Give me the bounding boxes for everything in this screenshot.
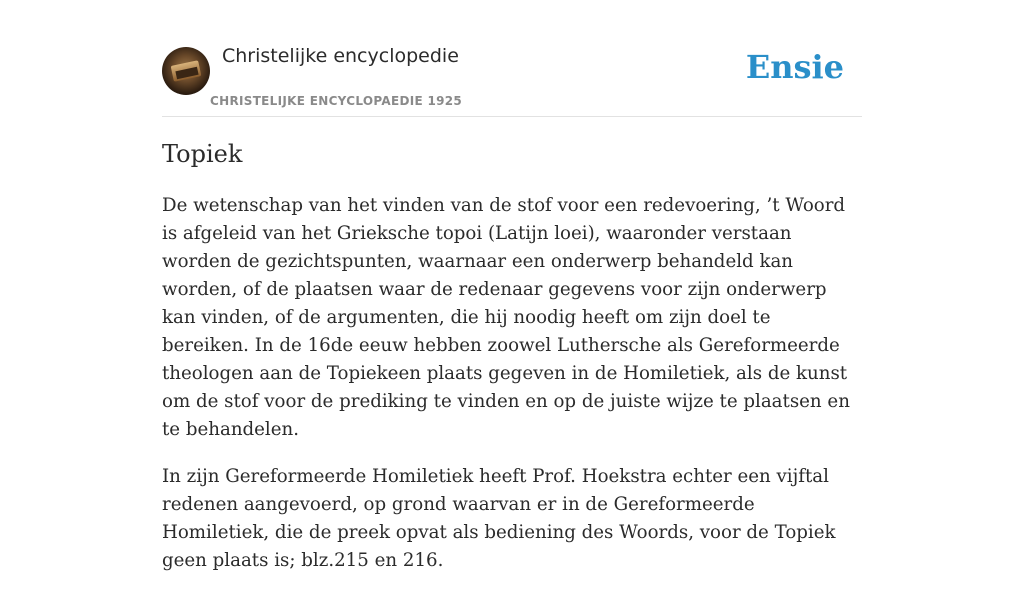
site-title-link[interactable]: Christelijke encyclopedie bbox=[222, 45, 459, 67]
brand-logo-link[interactable]: Ensie bbox=[745, 48, 844, 86]
article-paragraph: In zijn Gereformeerde Homiletiek heeft Prof. Hoekstra echter een vijftal redenen aangevoerd, op grond waarvan er in de Gereformeerde Homiletiek, die de preek opvat als bediening des Woords, voor de Topiek geen plaats is; blz.215 en 216. bbox=[162, 466, 836, 571]
article-body bbox=[162, 192, 862, 594]
article-paragraph: De wetenschap van het vinden van de stof voor een redevoering, ’t Woord is afgeleid van het Grieksche topoi (Latijn loei), waaronder verstaan worden de gezichtspunten, waarnaar een onderwerp behandeld kan worden, of de plaatsen waar de redenaar gegevens voor zijn onderwerp kan vinden, of de argumenten, die hij noodig heeft om zijn doel te bereiken. In de 16de eeuw hebben zoowel Luthersche als Gereformeerde theologen aan de Topiekeen plaats gegeven in de Homiletiek, als de kunst om de stof voor de prediking te vinden en op de juiste wijze te plaatsen en te behandelen. bbox=[162, 195, 850, 440]
site-header bbox=[162, 0, 862, 117]
page-container bbox=[162, 0, 862, 571]
page-title: Topiek bbox=[162, 140, 243, 168]
avatar[interactable] bbox=[162, 47, 210, 95]
site-subtitle: CHRISTELIJKE ENCYCLOPAEDIE 1925 bbox=[210, 94, 463, 108]
